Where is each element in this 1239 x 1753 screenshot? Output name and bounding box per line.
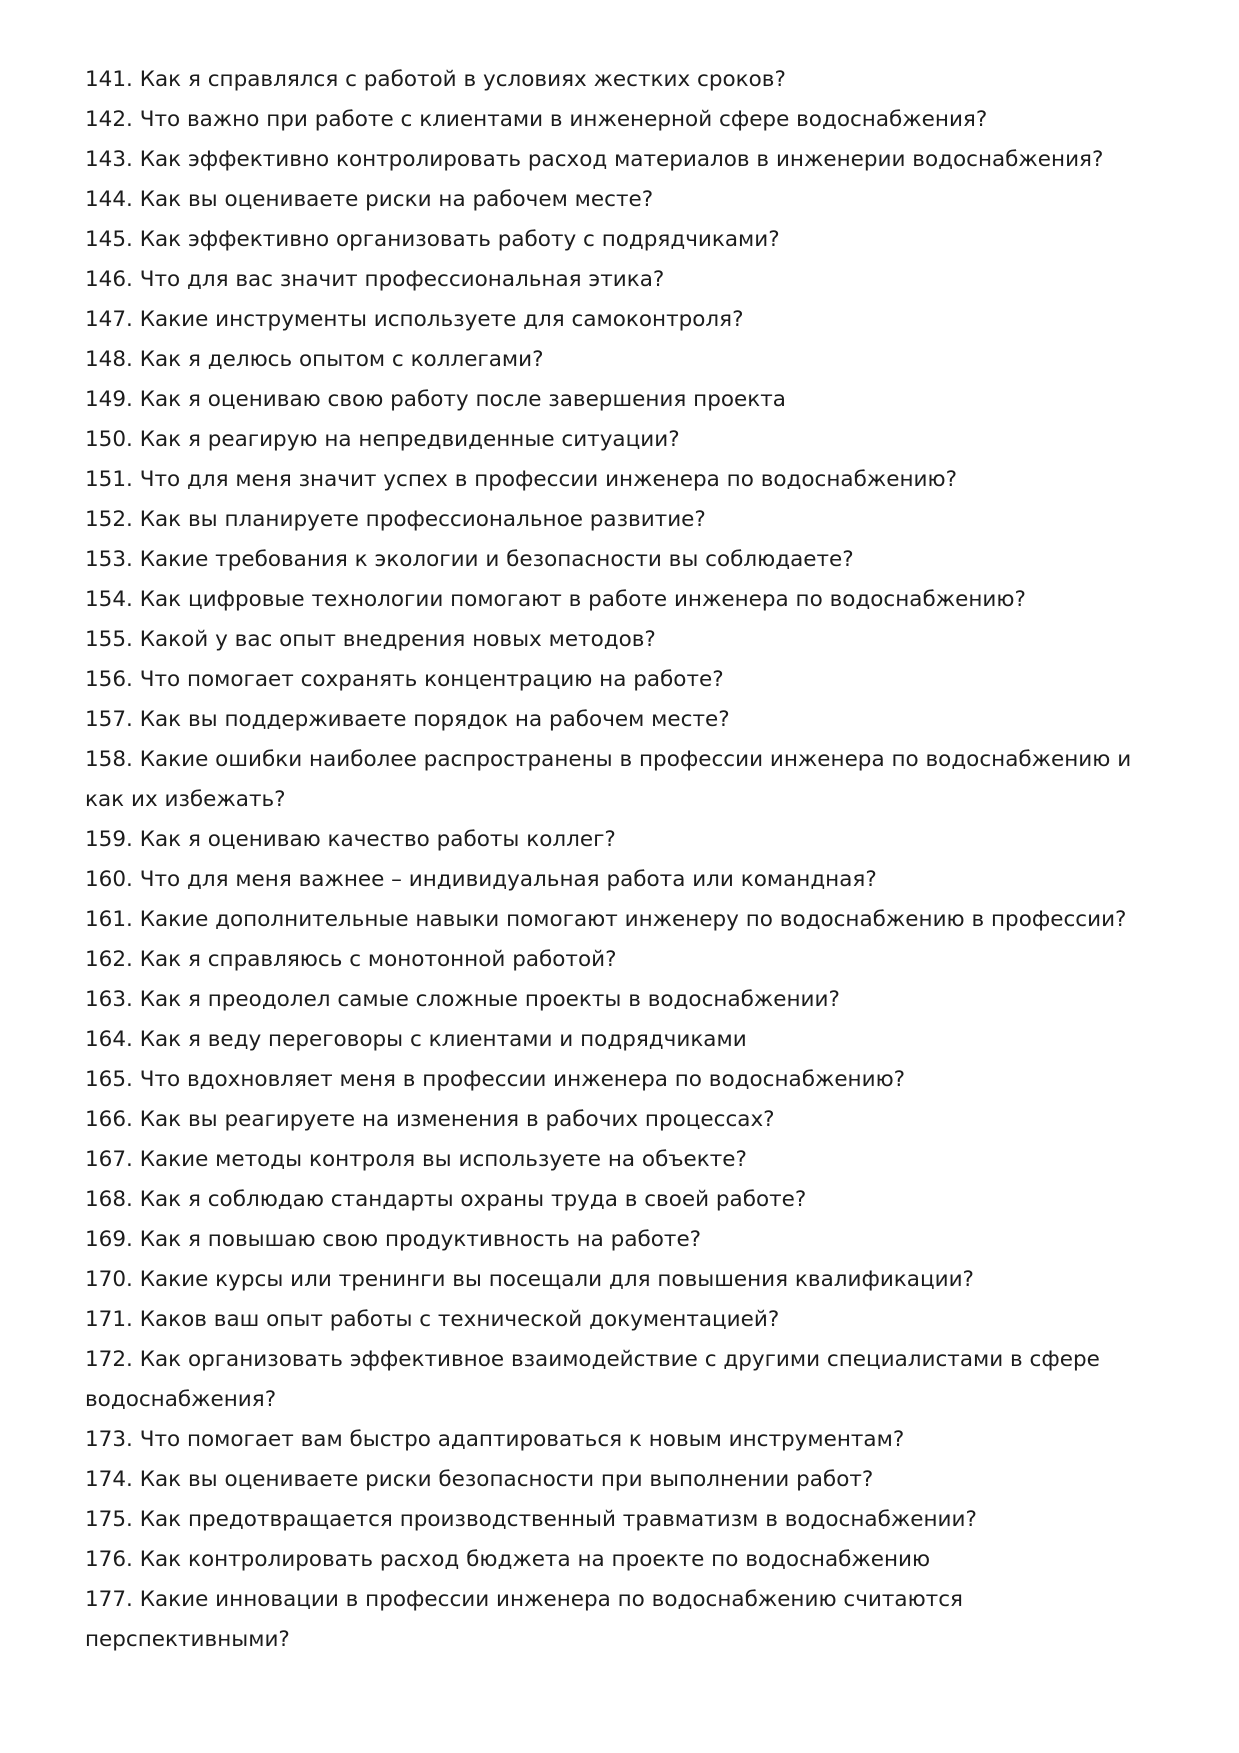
- question-item: 157. Как вы поддерживаете порядок на рабочем месте?: [85, 707, 730, 732]
- question-item: 148. Как я делюсь опытом с коллегами?: [85, 347, 544, 372]
- question-item: 159. Как я оцениваю качество работы коллег?: [85, 827, 616, 852]
- question-item: 167. Какие методы контроля вы используете на объекте?: [85, 1147, 747, 1172]
- question-item: 151. Что для меня значит успех в профессии инженера по водоснабжению?: [85, 467, 957, 492]
- question-item: 169. Как я повышаю свою продуктивность на работе?: [85, 1227, 702, 1252]
- question-item: 143. Как эффективно контролировать расход материалов в инженерии водоснабжения?: [85, 147, 1104, 172]
- question-item: 149. Как я оцениваю свою работу после завершения проекта: [85, 387, 786, 412]
- question-item: 162. Как я справляюсь с монотонной работой?: [85, 947, 617, 972]
- question-item: 175. Как предотвращается производственный травматизм в водоснабжении?: [85, 1507, 977, 1532]
- question-item: 177. Какие инновации в профессии инженера по водоснабжению считаются перспективными?: [85, 1587, 963, 1652]
- question-item: 153. Какие требования к экологии и безопасности вы соблюдаете?: [85, 547, 854, 572]
- question-item: 142. Что важно при работе с клиентами в инженерной сфере водоснабжения?: [85, 107, 988, 132]
- question-item: 165. Что вдохновляет меня в профессии инженера по водоснабжению?: [85, 1067, 906, 1092]
- question-item: 144. Как вы оцениваете риски на рабочем месте?: [85, 187, 654, 212]
- question-item: 158. Какие ошибки наиболее распространены в профессии инженера по водоснабжению и как их избежать?: [85, 747, 1132, 812]
- question-item: 152. Как вы планируете профессиональное развитие?: [85, 507, 706, 532]
- question-item: 147. Какие инструменты используете для самоконтроля?: [85, 307, 744, 332]
- document-page: [85, 60, 1165, 1660]
- question-item: 173. Что помогает вам быстро адаптироваться к новым инструментам?: [85, 1427, 905, 1452]
- question-item: 145. Как эффективно организовать работу с подрядчиками?: [85, 227, 780, 252]
- question-item: 171. Каков ваш опыт работы с технической документацией?: [85, 1307, 780, 1332]
- question-item: 160. Что для меня важнее – индивидуальная работа или командная?: [85, 867, 877, 892]
- question-item: 172. Как организовать эффективное взаимодействие с другими специалистами в сфере водоснабжения?: [85, 1347, 1100, 1412]
- question-item: 156. Что помогает сохранять концентрацию на работе?: [85, 667, 724, 692]
- question-item: 155. Какой у вас опыт внедрения новых методов?: [85, 627, 656, 652]
- question-item: 170. Какие курсы или тренинги вы посещали для повышения квалификации?: [85, 1267, 974, 1292]
- question-item: 154. Как цифровые технологии помогают в работе инженера по водоснабжению?: [85, 587, 1026, 612]
- question-item: 146. Что для вас значит профессиональная этика?: [85, 267, 665, 292]
- question-item: 176. Как контролировать расход бюджета на проекте по водоснабжению: [85, 1547, 931, 1572]
- question-list: [85, 60, 1165, 1660]
- question-item: 164. Как я веду переговоры с клиентами и подрядчиками: [85, 1027, 747, 1052]
- question-item: 163. Как я преодолел самые сложные проекты в водоснабжении?: [85, 987, 840, 1012]
- question-item: 161. Какие дополнительные навыки помогают инженеру по водоснабжению в профессии?: [85, 907, 1127, 932]
- question-item: 168. Как я соблюдаю стандарты охраны труда в своей работе?: [85, 1187, 807, 1212]
- question-item: 174. Как вы оцениваете риски безопасности при выполнении работ?: [85, 1467, 874, 1492]
- question-item: 150. Как я реагирую на непредвиденные ситуации?: [85, 427, 680, 452]
- question-item: 166. Как вы реагируете на изменения в рабочих процессах?: [85, 1107, 775, 1132]
- question-item: 141. Как я справлялся с работой в условиях жестких сроков?: [85, 67, 786, 92]
